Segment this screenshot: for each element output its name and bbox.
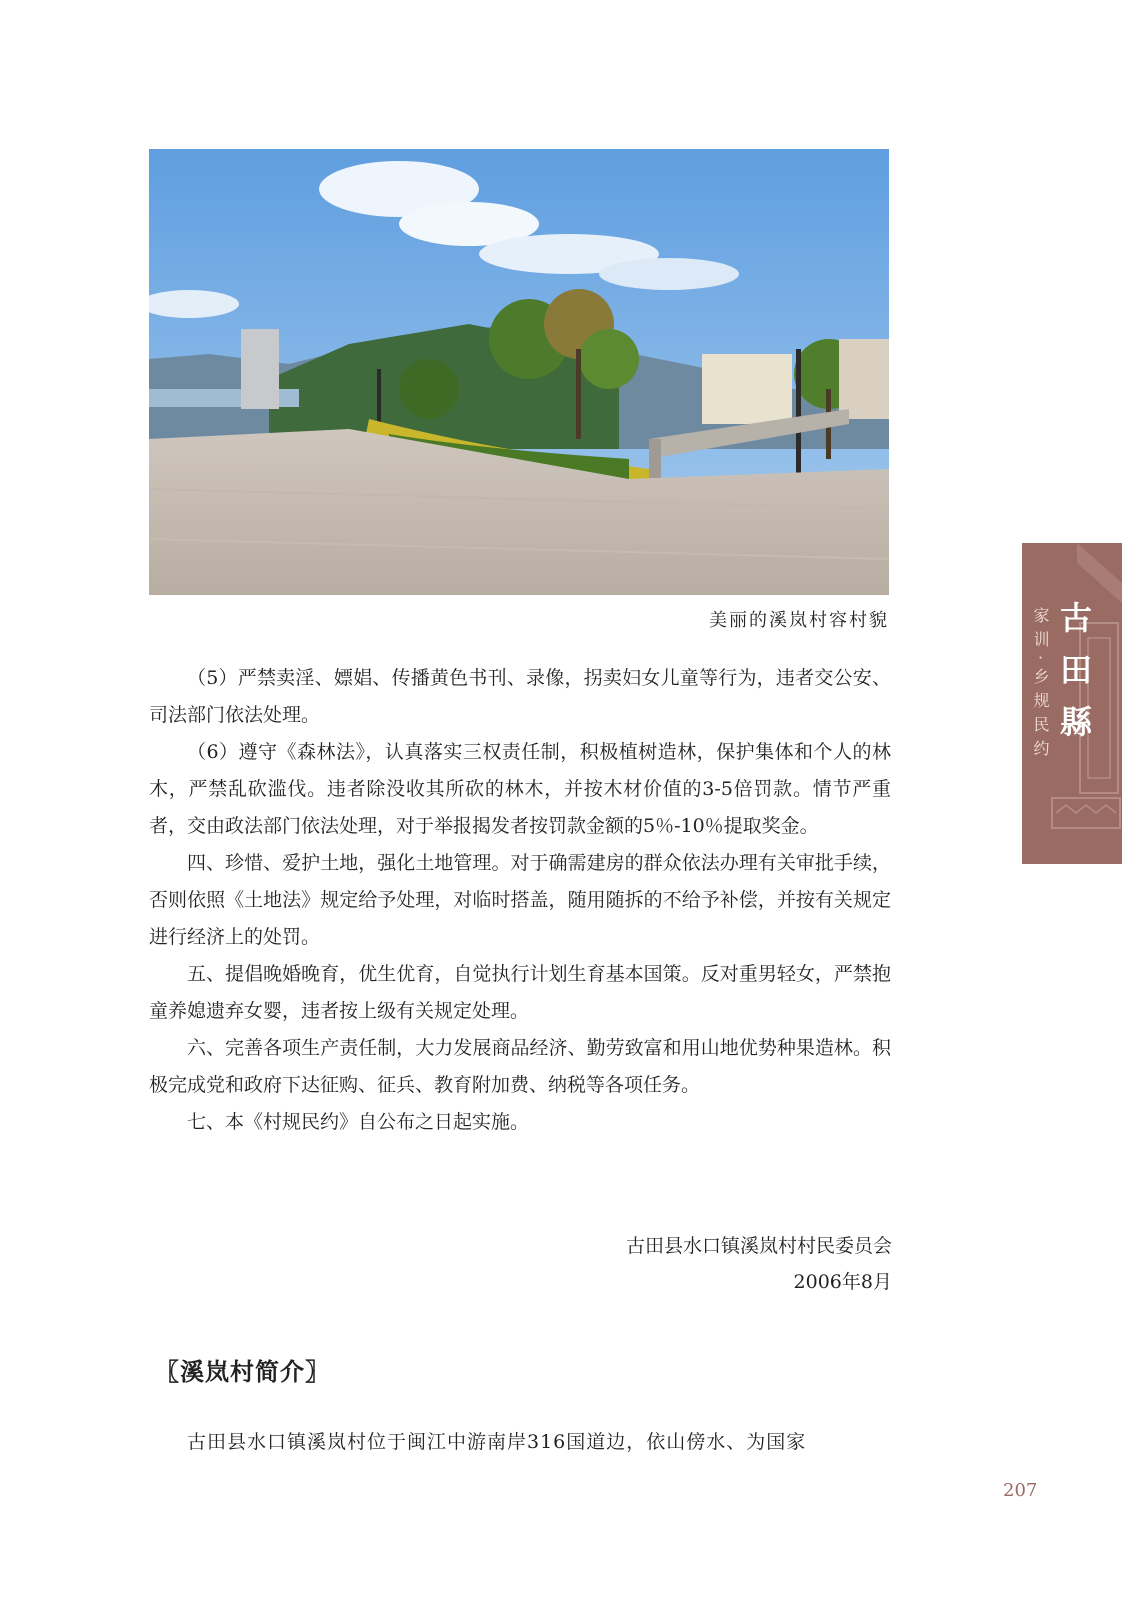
paragraph: （6）遵守《森林法》，认真落实三权责任制，积极植树造林，保护集体和个人的林木，严禁乱砍滥伐。违者除没收其所砍的林木，并按木材价值的3-5倍罚款。情节严重者，交由政法部门依法处理，对于举报揭发者按罚款金额的5％-10％提取奖金。 [149,741,891,837]
paragraph: 七、本《村规民约》自公布之日起实施。 [187,1111,530,1133]
tab-county-title: 古田縣 [1055,601,1093,757]
village-landscape-image [149,149,889,595]
village-photo [149,149,889,595]
paragraph: （5）严禁卖淫、嫖娼、传播黄色书刊、录像，拐卖妇女儿童等行为，违者交公安、司法部门依法处理。 [149,667,891,726]
paragraph: 六、完善各项生产责任制，大力发展商品经济、勤劳致富和用山地优势种果造林。积极完成党和政府下达征购、征兵、教育附加费、纳税等各项任务。 [149,1037,891,1096]
signature-date: 2006年8月 [793,1271,892,1293]
paragraph: 四、珍惜、爱护土地，强化土地管理。对于确需建房的群众依法办理有关审批手续，否则依照《土地法》规定给予处理，对临时搭盖，随用随拆的不给予补偿，并按有关规定进行经济上的处罚。 [149,852,891,948]
signature-block [626,1228,892,1300]
signature-organization: 古田县水口镇溪岚村村民委员会 [625,1235,892,1257]
article-body [149,660,891,1141]
section-intro: 古田县水口镇溪岚村位于闽江中游南岸316国道边，依山傍水、为国家 [187,1431,807,1453]
section-heading: 〖溪岚村简介〗 [155,1357,330,1386]
tab-series-label: 家训·乡规民约 [1031,607,1050,765]
photo-caption: 美丽的溪岚村容村貌 [709,610,889,631]
page-number: 207 [1003,1480,1038,1501]
paragraph: 五、提倡晚婚晚育，优生优育，自觉执行计划生育基本国策。反对重男轻女，严禁抱童养媳遗弃女婴，违者按上级有关规定处理。 [149,963,891,1022]
chapter-side-tab [1022,543,1122,864]
